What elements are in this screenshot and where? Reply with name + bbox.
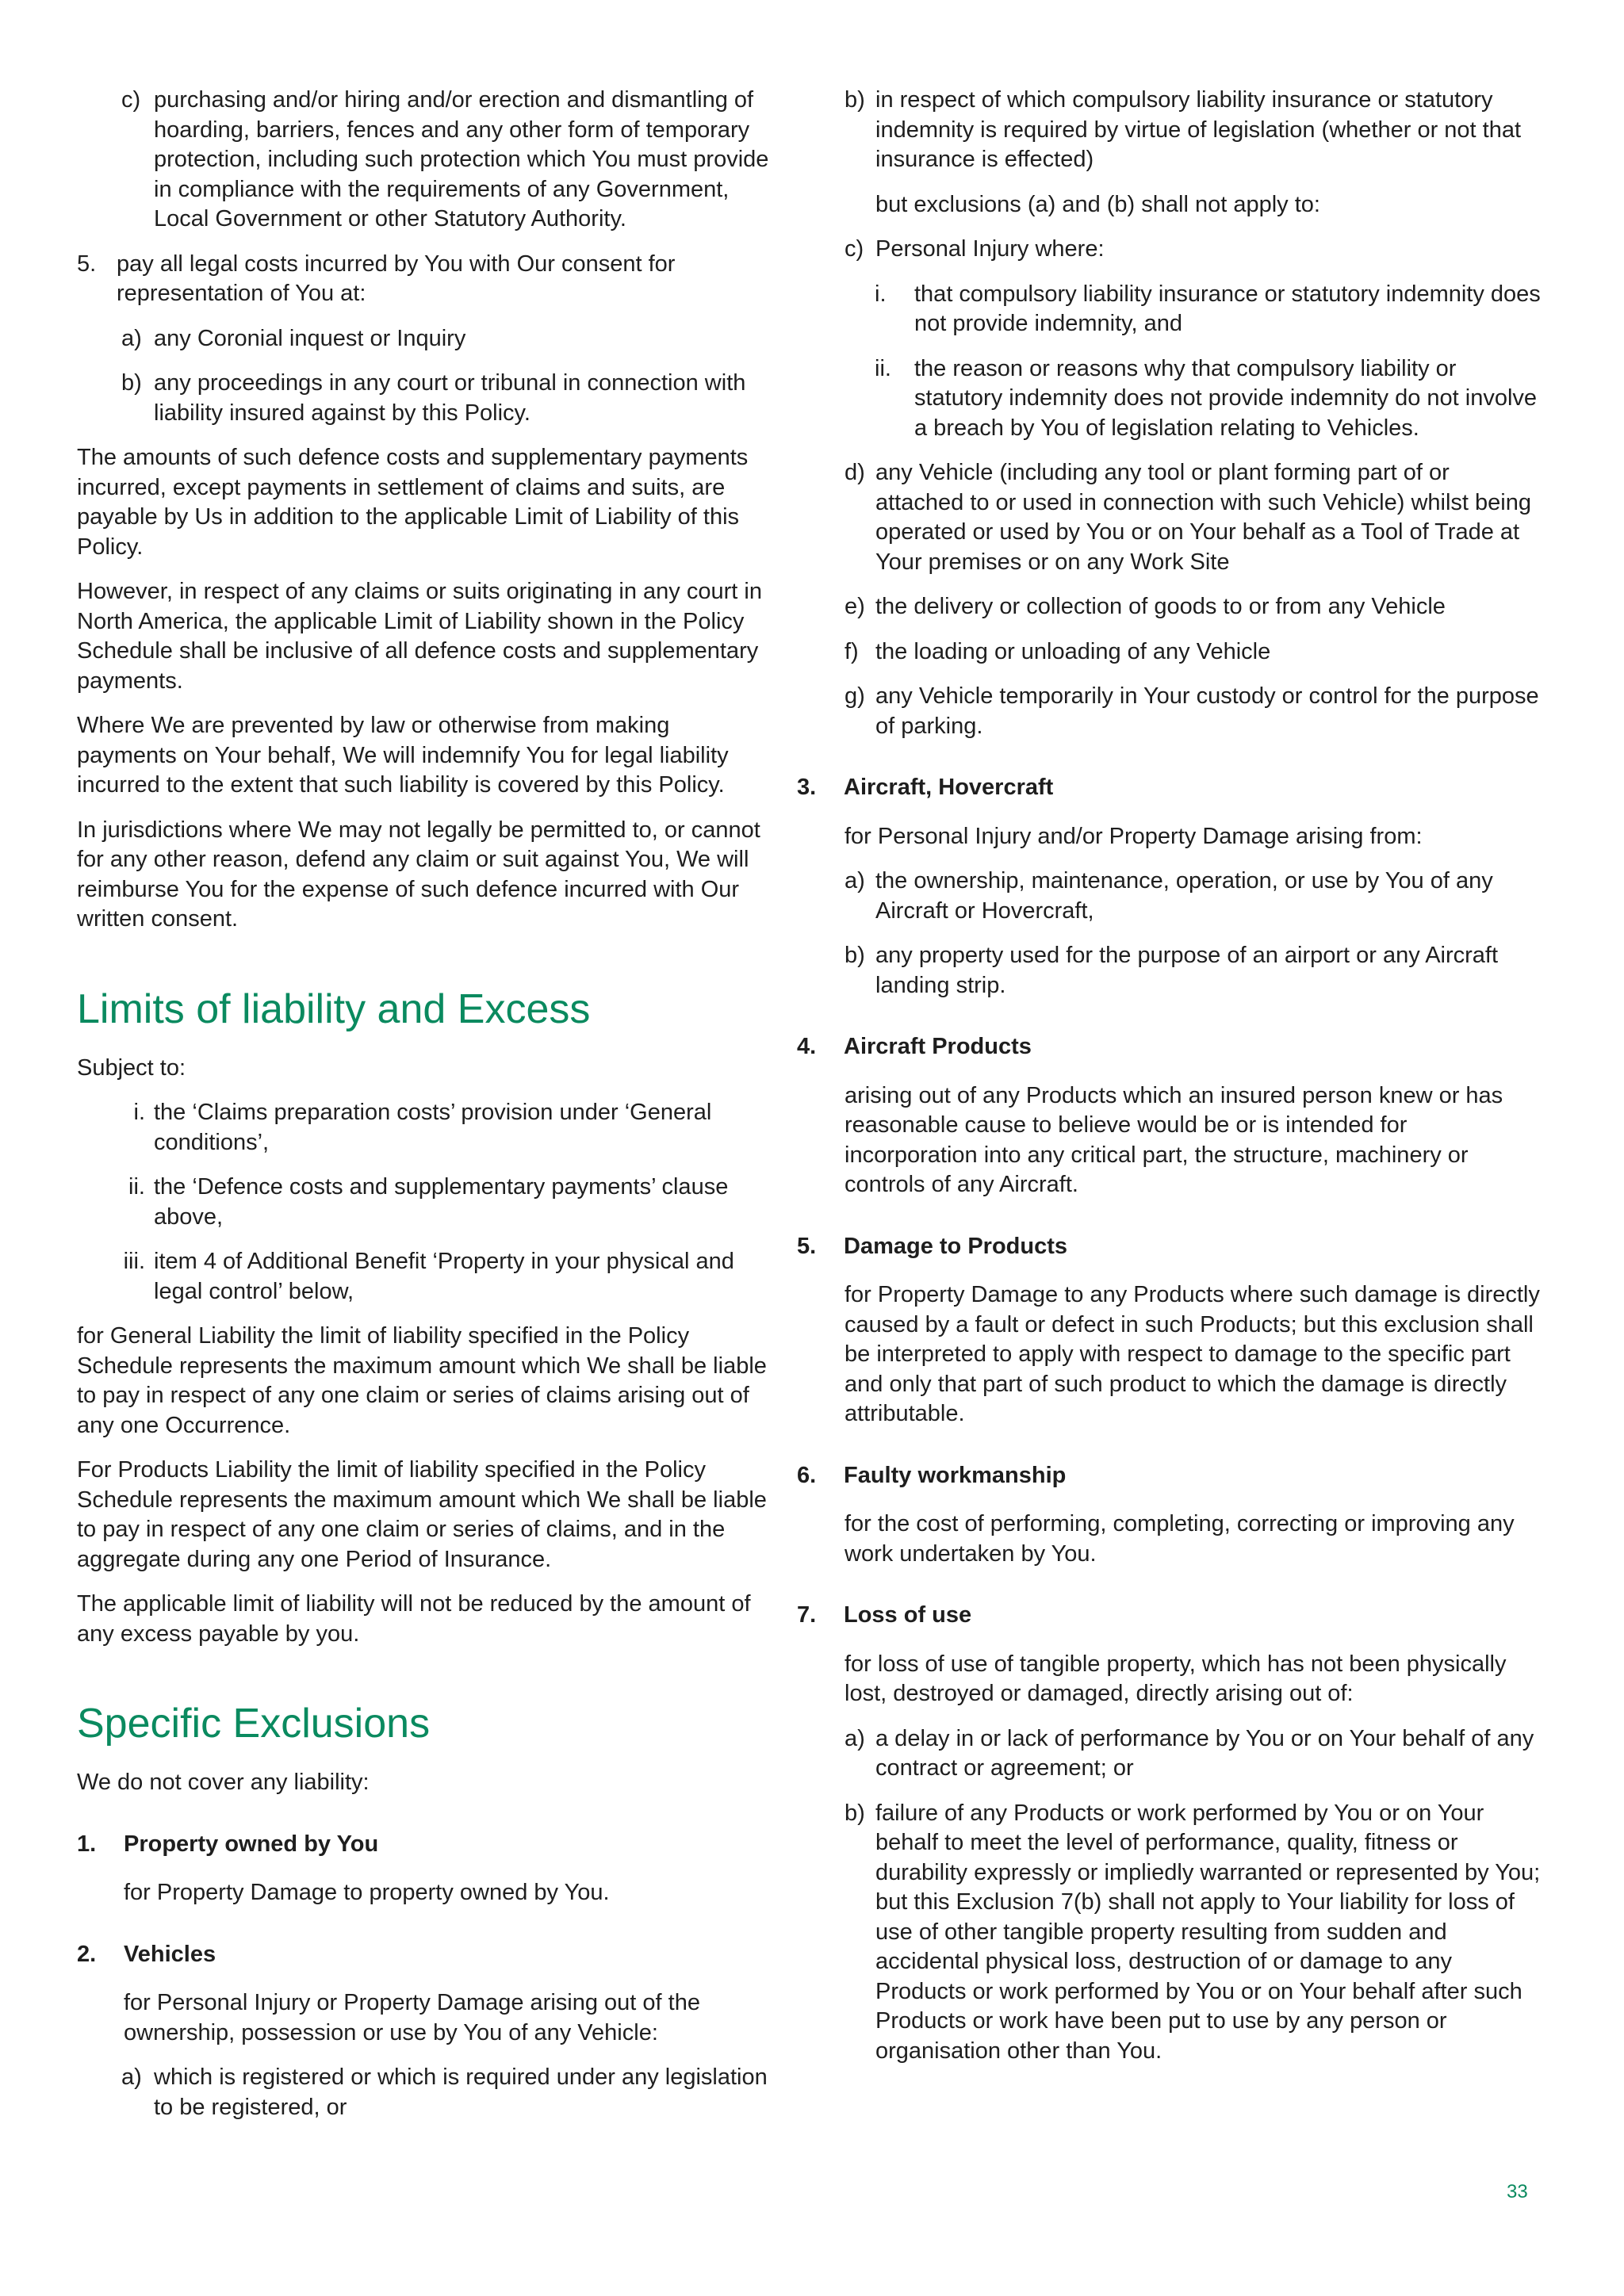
list-label: ii. [128,1174,145,1200]
exclusion-title-text: Aircraft Products [844,1034,1032,1059]
list-text: failure of any Products or work performed by You or on Your behalf to meet the level of performance, quality, fitness or durability expressly or impliedly warranted or represented by You; but this Exclusion 7(b) shall not apply to Your liability for loss of use of other tangible property resulting from sudden and accidental physical loss, destruction of or damage to any Products or work performed by You or on Your behalf after such Products or work have been put to use by any person or organisation other than You. [875,1800,1541,2064]
exclusion-1-text: for Property Damage to property owned by You. [124,1880,610,1905]
list-item-ii [77,1173,775,1232]
list-item-i [77,1098,775,1158]
list-label: i. [133,1100,145,1125]
list-item-iii [77,1247,775,1307]
list-text: that compulsory liability insurance or statutory indemnity does not provide indemnity, and [914,281,1541,336]
exclusion-title-text: Loss of use [844,1602,972,1628]
paragraph-no-cover: We do not cover any liability: [77,1770,370,1795]
list-label: i. [875,281,887,307]
exclusion-7-title [797,1601,1542,1631]
exclusion-4-text: arising out of any Products which an insured person knew or has reasonable cause to believe would be or is intended for incorporation into any critical part, the structure, machinery or controls of any Aircraft. [845,1082,1503,1197]
list-item-ci [845,280,1542,339]
paragraph-defence-costs: The amounts of such defence costs and supplementary payments incurred, except payments in settlement of claims and suits, are payable by Us in addition to the applicable Limit of Liability of this Policy. [77,445,749,560]
list-label: c) [845,236,864,262]
list-item-c [845,235,1542,265]
list-label: a) [121,325,142,351]
exclusion-2-text: for Personal Injury or Property Damage arising out of the ownership, possession or use by You of any Vehicle: [124,1990,700,2045]
list-text: any Vehicle temporarily in Your custody or control for the purpose of parking. [875,683,1539,739]
list-text: any property used for the purpose of an airport or any Aircraft landing strip. [875,943,1499,998]
list-label: f) [845,638,859,664]
list-item-5 [77,250,775,309]
left-column [77,86,775,2137]
list-item-g [845,682,1542,741]
exclusion-number: 7. [797,1602,817,1628]
paragraph-but-exclusions: but exclusions (a) and (b) shall not apply to: [875,191,1320,217]
list-label: d) [845,460,865,485]
exclusion-number: 2. [77,1941,97,1967]
exclusion-number: 1. [77,1831,97,1857]
list-label: g) [845,683,865,709]
exclusion-7-text: for loss of use of tangible property, which has not been physically lost, destroyed or damaged, directly arising out of: [845,1651,1507,1706]
list-text: any Coronial inquest or Inquiry [154,325,466,351]
list-item-3a [845,867,1542,926]
paragraph-prevented-by-law: Where We are prevented by law or otherwise from making payments on Your behalf, We will indemnify You for legal liability incurred to the extent that such liability is covered by this Policy. [77,713,729,798]
exclusion-title-text: Faulty workmanship [844,1462,1067,1488]
list-label: b) [845,1800,865,1826]
list-text: the ‘Defence costs and supplementary payments’ clause above, [154,1174,729,1230]
list-item-c [77,86,775,235]
exclusion-2-title [77,1940,775,1970]
list-label: a) [845,868,865,894]
list-item-2a [77,2063,775,2122]
list-text: the ownership, maintenance, operation, or use by You of any Aircraft or Hovercraft, [875,868,1493,924]
list-item-7a [845,1724,1542,1784]
list-text: item 4 of Additional Benefit ‘Property in your physical and legal control’ below, [154,1249,734,1304]
list-item-b [845,86,1542,175]
list-text: a delay in or lack of performance by You or on Your behalf of any contract or agreement; or [875,1725,1534,1781]
list-item-7b [845,1799,1542,2067]
list-label: b) [121,370,142,396]
exclusion-title-text: Vehicles [124,1941,216,1967]
list-item-3b [845,941,1542,1001]
exclusion-4-title [797,1032,1542,1062]
exclusion-title-text: Damage to Products [844,1233,1067,1259]
right-column [797,86,1542,2081]
paragraph-jurisdictions: In jurisdictions where We may not legally be permitted to, or cannot for any other reason, defend any claim or suit against You, We will reimburse You for the expense of such defence incurred with Our written consent. [77,817,760,932]
exclusion-1-title [77,1830,775,1860]
list-text: the loading or unloading of any Vehicle [875,638,1271,664]
list-text: the delivery or collection of goods to or from any Vehicle [875,594,1446,619]
list-text: pay all legal costs incurred by You with Our consent for representation of You at: [117,251,676,306]
exclusion-5-title [797,1232,1542,1262]
list-text: purchasing and/or hiring and/or erection and dismantling of hoarding, barriers, fences and any other form of temporary protection, including such protection which You must provide in compliance with the requirements of any Government, Local Government or other Statutory Authority. [154,87,769,232]
exclusion-3-text: for Personal Injury and/or Property Damage arising from: [845,823,1423,849]
list-text: the ‘Claims preparation costs’ provision under ‘General conditions’, [154,1100,712,1155]
paragraph-north-america: However, in respect of any claims or suits originating in any court in North America, the applicable Limit of Liability shown in the Policy Schedule shall be inclusive of all defence costs and supplementary payments. [77,579,762,694]
exclusion-number: 4. [797,1034,817,1059]
exclusion-6-text: for the cost of performing, completing, correcting or improving any work undertaken by You. [845,1511,1515,1567]
list-label: a) [845,1725,865,1751]
list-item-5a [77,324,775,354]
paragraph-subject-to: Subject to: [77,1054,186,1081]
list-text: the reason or reasons why that compulsory liability or statutory indemnity does not provide indemnity do not involve a breach by You of legislation relating to Vehicles. [914,355,1538,441]
list-text: in respect of which compulsory liability insurance or statutory indemnity is required by virtue of legislation (whether or not that insurance is effected) [875,87,1522,172]
section-heading-limits: Limits of liability and Excess [77,985,591,1032]
list-label: c) [121,87,141,113]
exclusion-6-title [797,1461,1542,1491]
exclusion-3-title [797,773,1542,803]
paragraph-general-liability: for General Liability the limit of liability specified in the Policy Schedule represents the maximum amount which We shall be liable to pay in respect of any one claim or series of claims arising out of any one Occurrence. [77,1323,767,1438]
list-item-e [845,592,1542,622]
list-text: any proceedings in any court or tribunal in connection with liability insured against by this Policy. [154,370,746,426]
list-label: a) [121,2064,142,2090]
list-text: any Vehicle (including any tool or plant forming part of or attached to or used in connection with such Vehicle) whilst being operated or used by You or on Your behalf as a Tool of Trade at Your premises or on any Work Site [875,460,1531,575]
list-item-f [845,637,1542,668]
list-label: b) [845,87,865,113]
exclusion-title-text: Aircraft, Hovercraft [844,775,1054,800]
exclusion-title-text: Property owned by You [124,1831,379,1857]
list-item-cii [845,354,1542,444]
paragraph-products-liability: For Products Liability the limit of liability specified in the Policy Schedule represents the maximum amount which We shall be liable to pay in respect of any one claim or series of claims, and in the aggregate during any one Period of Insurance. [77,1457,767,1572]
list-text: Personal Injury where: [875,236,1105,262]
list-label: iii. [123,1249,145,1274]
section-heading-exclusions: Specific Exclusions [77,1701,431,1747]
list-label: 5. [77,251,97,277]
list-label: b) [845,943,865,968]
list-label: ii. [875,355,891,381]
list-label: e) [845,594,865,619]
exclusion-number: 5. [797,1233,817,1259]
exclusion-number: 6. [797,1462,817,1488]
exclusion-5-text: for Property Damage to any Products where such damage is directly caused by a fault or defect in such Products; but this exclusion shall be interpreted to apply with respect to damage to the specific part and only that part of such product to which the damage is directly attributable. [845,1282,1540,1426]
exclusion-number: 3. [797,775,817,800]
list-item-d [845,458,1542,577]
page-number: 33 [1507,2181,1528,2202]
list-item-5b [77,369,775,428]
paragraph-excess: The applicable limit of liability will not be reduced by the amount of any excess payable by you. [77,1591,751,1647]
list-text: which is registered or which is required under any legislation to be registered, or [154,2064,768,2120]
